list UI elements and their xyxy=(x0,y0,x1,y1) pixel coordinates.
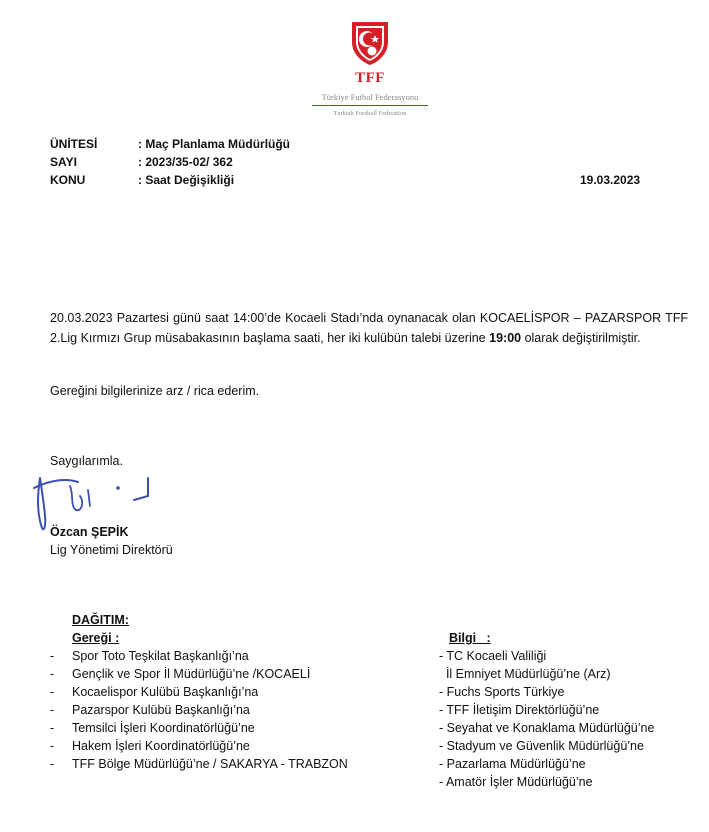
action-bullet: - xyxy=(50,667,55,681)
tff-crest-icon xyxy=(348,18,392,66)
action-bullet: - xyxy=(50,721,55,735)
action-bullet: - xyxy=(50,739,55,753)
closing-line: Saygılarımla. xyxy=(50,454,123,468)
action-item: Pazarspor Kulübü Başkanlığı’na xyxy=(72,703,250,717)
number-value: : 2023/35-02/ 362 xyxy=(138,155,233,169)
info-item: - TFF İletişim Direktörlüğü’ne xyxy=(439,703,600,717)
action-bullet: - xyxy=(50,757,55,771)
main-paragraph-part2: olarak değiştirilmiştir. xyxy=(521,331,641,345)
letterhead-rule xyxy=(312,105,428,106)
info-list-title: Bilgi : xyxy=(449,631,491,645)
info-item: - Amatör İşler Müdürlüğü’ne xyxy=(439,775,593,789)
number-label: SAYI xyxy=(50,155,77,169)
federation-name-english: Turkish Football Federation xyxy=(333,110,407,117)
subject-label: KONU xyxy=(50,173,86,187)
info-item: - TC Kocaeli Valiliği xyxy=(439,649,547,663)
action-item: Hakem İşleri Koordinatörlüğü’ne xyxy=(72,739,250,753)
info-item: - Pazarlama Müdürlüğü’ne xyxy=(439,757,586,771)
federation-name: Türkiye Futbol Federasyonu xyxy=(321,92,419,102)
unit-label: ÜNİTESİ xyxy=(50,137,98,151)
action-item: Kocaelispor Kulübü Başkanlığı’na xyxy=(72,685,259,699)
info-item: - Seyahat ve Konaklama Müdürlüğü’ne xyxy=(439,721,655,735)
action-item: Gençlik ve Spor İl Müdürlüğü’ne /KOCAELİ xyxy=(72,667,311,681)
main-paragraph-part1: 20.03.2023 Pazartesi günü saat 14:00’de Kocaeli Stadı’nda oynanacak olan KOCAELİSPOR – PAZARSPOR TFF 2.Lig Kırmızı Grup müsabakasının başlama saati, her iki kulübün talebi üzerine xyxy=(50,311,688,345)
tff-abbreviation: TFF xyxy=(355,70,385,86)
action-bullet: - xyxy=(50,685,55,699)
request-paragraph: Gereğini bilgilerinize arz / rica ederim. xyxy=(50,384,260,398)
tff-letterhead xyxy=(300,18,440,123)
document-date: 19.03.2023 xyxy=(580,173,641,187)
action-bullet: - xyxy=(50,649,55,663)
info-item: - Fuchs Sports Türkiye xyxy=(439,685,565,699)
new-kickoff-time: 19:00 xyxy=(489,331,522,345)
signatory-name: Özcan ŞEPİK xyxy=(50,525,129,539)
action-bullet: - xyxy=(50,703,55,717)
info-item: İl Emniyet Müdürlüğü’ne (Arz) xyxy=(439,667,611,681)
action-list-title: Gereği : xyxy=(72,631,120,645)
action-item: Temsilci İşleri Koordinatörlüğü’ne xyxy=(72,721,255,735)
main-paragraph xyxy=(50,308,688,348)
action-item: Spor Toto Teşkilat Başkanlığı’na xyxy=(72,649,249,663)
subject-value: : Saat Değişikliği xyxy=(138,173,235,187)
signatory-title: Lig Yönetimi Direktörü xyxy=(50,543,173,557)
unit-value: : Maç Planlama Müdürlüğü xyxy=(138,137,291,151)
action-item: TFF Bölge Müdürlüğü’ne / SAKARYA - TRABZON xyxy=(72,757,348,771)
info-item: - Stadyum ve Güvenlik Müdürlüğü’ne xyxy=(439,739,644,753)
distribution-title: DAĞITIM: xyxy=(72,613,129,627)
